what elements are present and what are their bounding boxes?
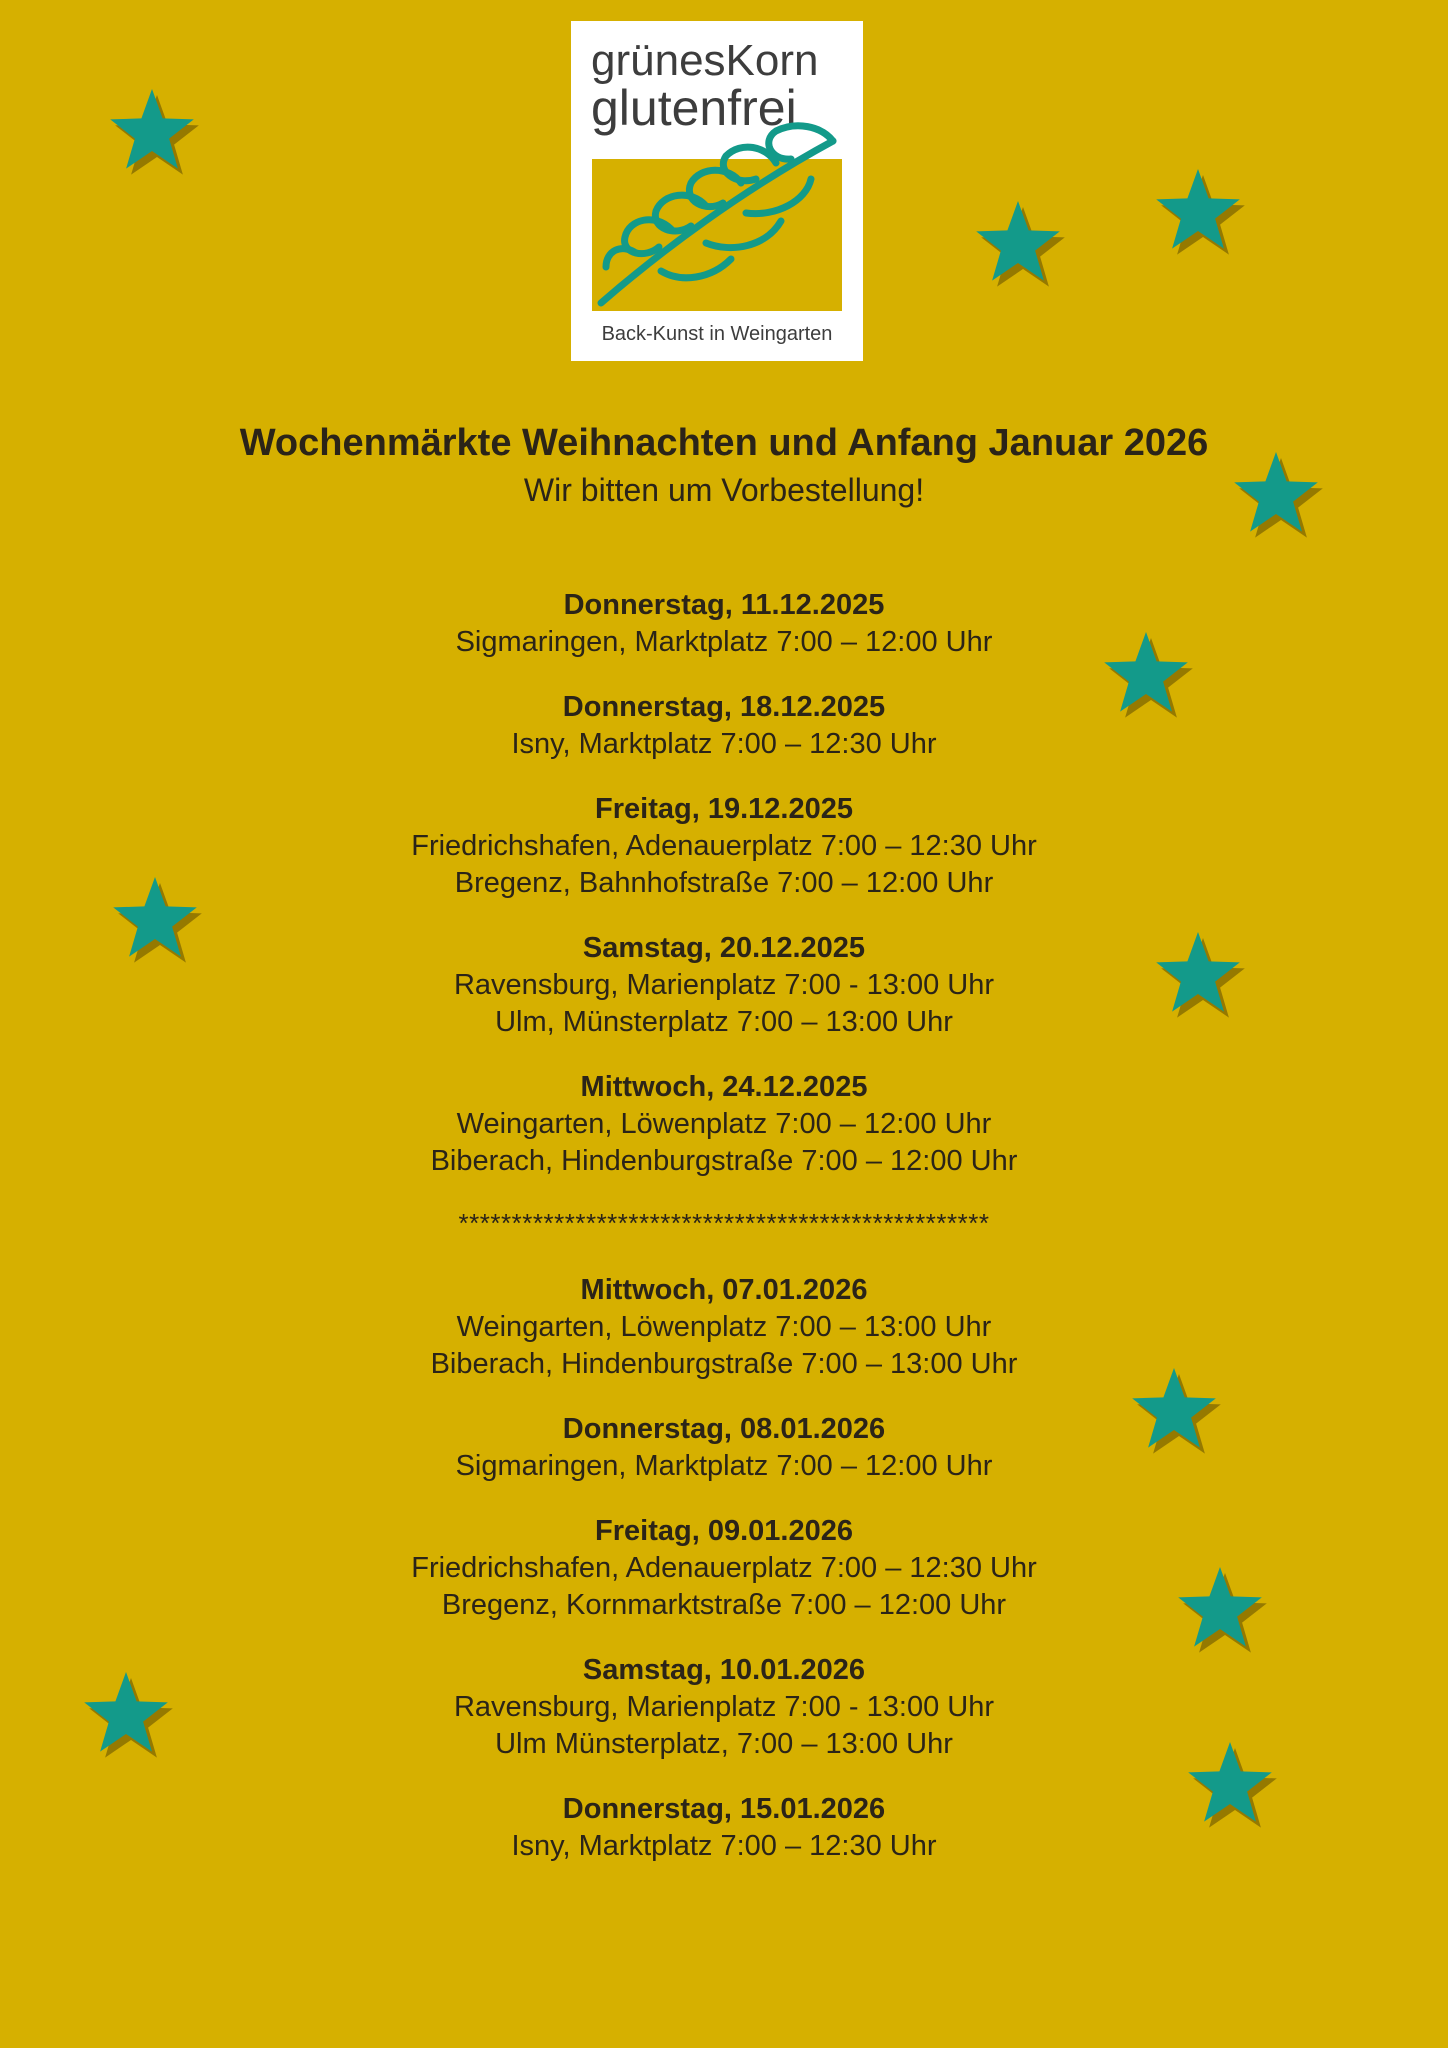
market-location: Isny, Marktplatz 7:00 – 12:30 Uhr bbox=[511, 728, 937, 760]
page-title: Wochenmärkte Weihnachten und Anfang Januar 2026 bbox=[239, 422, 1209, 464]
market-location: Weingarten, Löwenplatz 7:00 – 13:00 Uhr bbox=[456, 1311, 992, 1343]
star-icon bbox=[1148, 926, 1248, 1026]
market-location: Biberach, Hindenburgstraße 7:00 – 12:00 Uhr bbox=[430, 1145, 1018, 1177]
market-date: Mittwoch, 07.01.2026 bbox=[580, 1274, 868, 1306]
market-date: Donnerstag, 11.12.2025 bbox=[563, 589, 885, 621]
logo-tagline: Back-Kunst in Weingarten bbox=[601, 323, 833, 345]
market-date: Samstag, 10.01.2026 bbox=[582, 1654, 866, 1686]
market-location: Bregenz, Bahnhofstraße 7:00 – 12:00 Uhr bbox=[454, 867, 994, 899]
market-location: Ravensburg, Marienplatz 7:00 - 13:00 Uhr bbox=[453, 969, 994, 1001]
star-icon bbox=[968, 195, 1068, 295]
star-icon bbox=[1124, 1362, 1224, 1462]
market-location: Friedrichshafen, Adenauerplatz 7:00 – 12:30 Uhr bbox=[411, 1552, 1037, 1584]
market-location: Sigmaringen, Marktplatz 7:00 – 12:00 Uhr bbox=[455, 626, 993, 658]
star-icon bbox=[105, 871, 205, 971]
page-subtitle: Wir bitten um Vorbestellung! bbox=[523, 472, 925, 508]
section-divider: ************************************************** bbox=[458, 1208, 990, 1238]
market-day bbox=[0, 1069, 1448, 1180]
logo-brand-name: grünesKorn bbox=[591, 36, 819, 85]
market-location: Bregenz, Kornmarktstraße 7:00 – 12:00 Uhr bbox=[441, 1589, 1007, 1621]
star-icon bbox=[1096, 626, 1196, 726]
market-date: Donnerstag, 15.01.2026 bbox=[562, 1793, 886, 1825]
star-icon bbox=[1226, 446, 1326, 546]
market-location: Ulm Münsterplatz, 7:00 – 13:00 Uhr bbox=[495, 1728, 953, 1760]
market-date: Mittwoch, 24.12.2025 bbox=[580, 1071, 868, 1103]
star-icon bbox=[1148, 163, 1248, 263]
market-day bbox=[0, 587, 1448, 661]
grain-branch-icon bbox=[571, 21, 863, 321]
market-day bbox=[0, 1411, 1448, 1485]
brand-logo bbox=[571, 21, 863, 361]
market-location: Ulm, Münsterplatz 7:00 – 13:00 Uhr bbox=[495, 1006, 953, 1038]
market-date: Freitag, 19.12.2025 bbox=[595, 793, 853, 825]
market-date: Freitag, 09.01.2026 bbox=[595, 1515, 853, 1547]
market-date: Donnerstag, 18.12.2025 bbox=[562, 691, 886, 723]
logo-brand-subline: glutenfrei bbox=[591, 80, 797, 136]
market-date: Donnerstag, 08.01.2026 bbox=[562, 1413, 886, 1445]
star-icon bbox=[102, 83, 202, 183]
market-location: Friedrichshafen, Adenauerplatz 7:00 – 12:30 Uhr bbox=[411, 830, 1037, 862]
market-location: Weingarten, Löwenplatz 7:00 – 12:00 Uhr bbox=[456, 1108, 992, 1140]
market-date: Samstag, 20.12.2025 bbox=[582, 932, 866, 964]
market-day bbox=[0, 689, 1448, 763]
star-icon bbox=[1180, 1736, 1280, 1836]
market-location: Sigmaringen, Marktplatz 7:00 – 12:00 Uhr bbox=[455, 1450, 993, 1482]
star-icon bbox=[1170, 1561, 1270, 1661]
star-icon bbox=[76, 1666, 176, 1766]
market-location: Isny, Marktplatz 7:00 – 12:30 Uhr bbox=[511, 1830, 937, 1862]
market-day bbox=[0, 791, 1448, 902]
market-location: Biberach, Hindenburgstraße 7:00 – 13:00 Uhr bbox=[430, 1348, 1018, 1380]
market-schedule bbox=[0, 587, 1448, 1893]
market-location: Ravensburg, Marienplatz 7:00 - 13:00 Uhr bbox=[453, 1691, 994, 1723]
market-day bbox=[0, 1272, 1448, 1383]
